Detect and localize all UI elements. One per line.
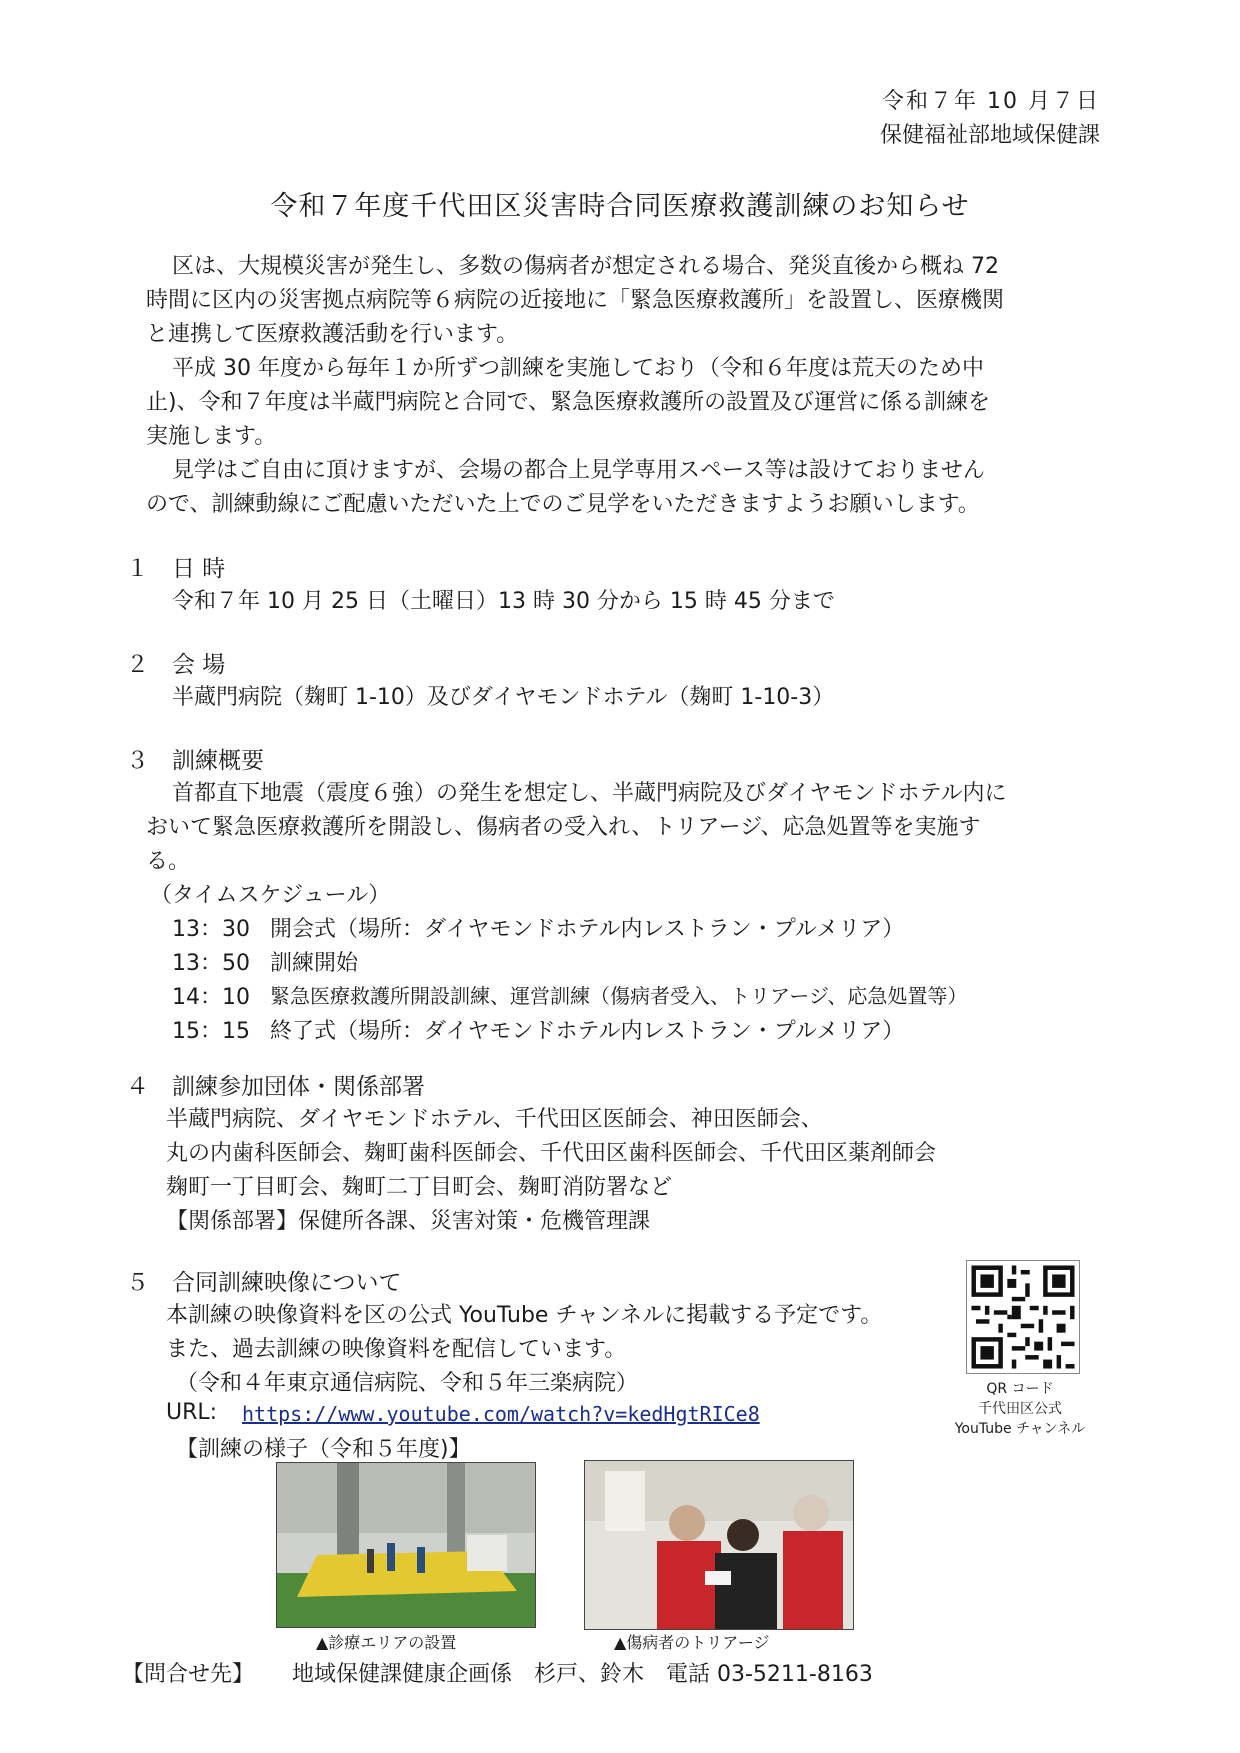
section-3-number: ３ [126, 748, 149, 774]
section-4-heading: 訓練参加団体・関係部署 [172, 1074, 425, 1100]
intro-p2-line3: 実施します。 [146, 424, 277, 449]
section-3-heading: 訓練概要 [172, 748, 264, 774]
url-label: URL: [166, 1400, 218, 1425]
video-line-1: 本訓練の映像資料を区の公式 YouTube チャンネルに掲載する予定です。 [166, 1303, 883, 1328]
page-title: 令和７年度千代田区災害時合同医療救護訓練のお知らせ [270, 191, 970, 222]
treatment-area-image [277, 1463, 535, 1627]
photo-treatment-area [276, 1462, 536, 1628]
schedule-text: 訓練開始 [270, 951, 359, 976]
photos-label: 【訓練の様子（令和５年度)】 [176, 1437, 471, 1462]
contact-details: 地域保健課健康企画係 杉戸、鈴木 電話 03-5211-8163 [292, 1662, 873, 1687]
qr-caption-line-2: 千代田区公式 [978, 1401, 1062, 1417]
qr-caption-line-3: YouTube チャンネル [954, 1421, 1086, 1437]
schedule-time: 13：30 [172, 917, 250, 942]
participants-line-3: 麹町一丁目町会、麹町二丁目町会、麹町消防署など [166, 1175, 673, 1200]
schedule-label: （タイムスケジュール） [150, 883, 391, 908]
photo-caption-treatment-area: ▲診療エリアの設置 [316, 1633, 457, 1652]
section-2-heading: 会 場 [172, 652, 226, 678]
overview-line-3: る。 [146, 849, 191, 874]
photo-caption-triage: ▲傷病者のトリアージ [614, 1633, 770, 1652]
event-venue: 半蔵門病院（麹町 1-10）及びダイヤモンドホテル（麹町 1-10-3） [172, 685, 835, 710]
schedule-time: 15：15 [172, 1019, 250, 1044]
schedule-text: 開会式（場所：ダイヤモンドホテル内レストラン・プルメリア） [270, 917, 905, 942]
schedule-time: 13：50 [172, 951, 250, 976]
video-line-3: （令和４年東京通信病院、令和５年三楽病院） [176, 1371, 639, 1396]
intro-p3-line2: ので、訓練動線にご配慮いただいた上でのご見学をいただきますようお願いします。 [146, 492, 980, 517]
related-departments: 【関係部署】保健所各課、災害対策・危機管理課 [166, 1209, 651, 1234]
intro-p3-line1: 見学はご自由に頂けますが、会場の都合上見学専用スペース等は設けておりません [172, 458, 985, 483]
qr-caption-line-1: QR コード [986, 1381, 1054, 1397]
intro-p1-line1: 区は、大規模災害が発生し、多数の傷病者が想定される場合、発災直後から概ね 72 [172, 254, 999, 279]
photo-triage [584, 1460, 854, 1630]
intro-p1-line2: 時間に区内の災害拠点病院等６病院の近接地に「緊急医療救護所」を設置し、医療機関 [146, 288, 1005, 313]
schedule-time: 14：10 [172, 985, 250, 1010]
intro-p2-line1: 平成 30 年度から毎年１か所ずつ訓練を実施しており（令和６年度は荒天のため中 [172, 356, 984, 381]
intro-p2-line2: 止)、令和７年度は半蔵門病院と合同で、緊急医療救護所の設置及び運営に係る訓練を [146, 390, 991, 415]
schedule-text: 終了式（場所：ダイヤモンドホテル内レストラン・プルメリア） [270, 1019, 905, 1044]
section-5-number: ５ [126, 1270, 149, 1296]
qr-code-icon [967, 1261, 1079, 1373]
triage-image [585, 1461, 853, 1629]
intro-p1-line3: と連携して医療救護活動を行います。 [146, 322, 519, 347]
section-4-number: ４ [126, 1074, 149, 1100]
overview-line-1: 首都直下地震（震度６強）の発生を想定し、半蔵門病院及びダイヤモンドホテル内に [172, 781, 1007, 806]
participants-line-2: 丸の内歯科医師会、麹町歯科医師会、千代田区歯科医師会、千代田区薬剤師会 [166, 1141, 937, 1166]
video-line-2: また、過去訓練の映像資料を配信しています。 [166, 1337, 627, 1362]
participants-line-1: 半蔵門病院、ダイヤモンドホテル、千代田区医師会、神田医師会、 [166, 1107, 823, 1132]
overview-line-2: おいて緊急医療救護所を開設し、傷病者の受入れ、トリアージ、応急処置等を実施す [146, 815, 981, 840]
schedule-text: 緊急医療救護所開設訓練、運営訓練（傷病者受入、トリアージ、応急処置等） [270, 984, 968, 1008]
section-1-heading: 日 時 [172, 556, 226, 582]
issue-date: 令和７年 10 月７日 [882, 89, 1100, 114]
issuing-department: 保健福祉部地域保健課 [879, 123, 1100, 148]
contact-label: 【問合せ先】 [122, 1662, 255, 1687]
section-5-heading: 合同訓練映像について [172, 1270, 402, 1296]
event-datetime: 令和７年 10 月 25 日（土曜日）13 時 30 分から 15 時 45 分まで [172, 589, 835, 614]
youtube-link[interactable]: https://www.youtube.com/watch?v=kedHgtRICe8 [242, 1402, 760, 1426]
qr-code[interactable] [966, 1260, 1080, 1374]
section-1-number: １ [126, 556, 149, 582]
section-2-number: ２ [126, 652, 149, 678]
